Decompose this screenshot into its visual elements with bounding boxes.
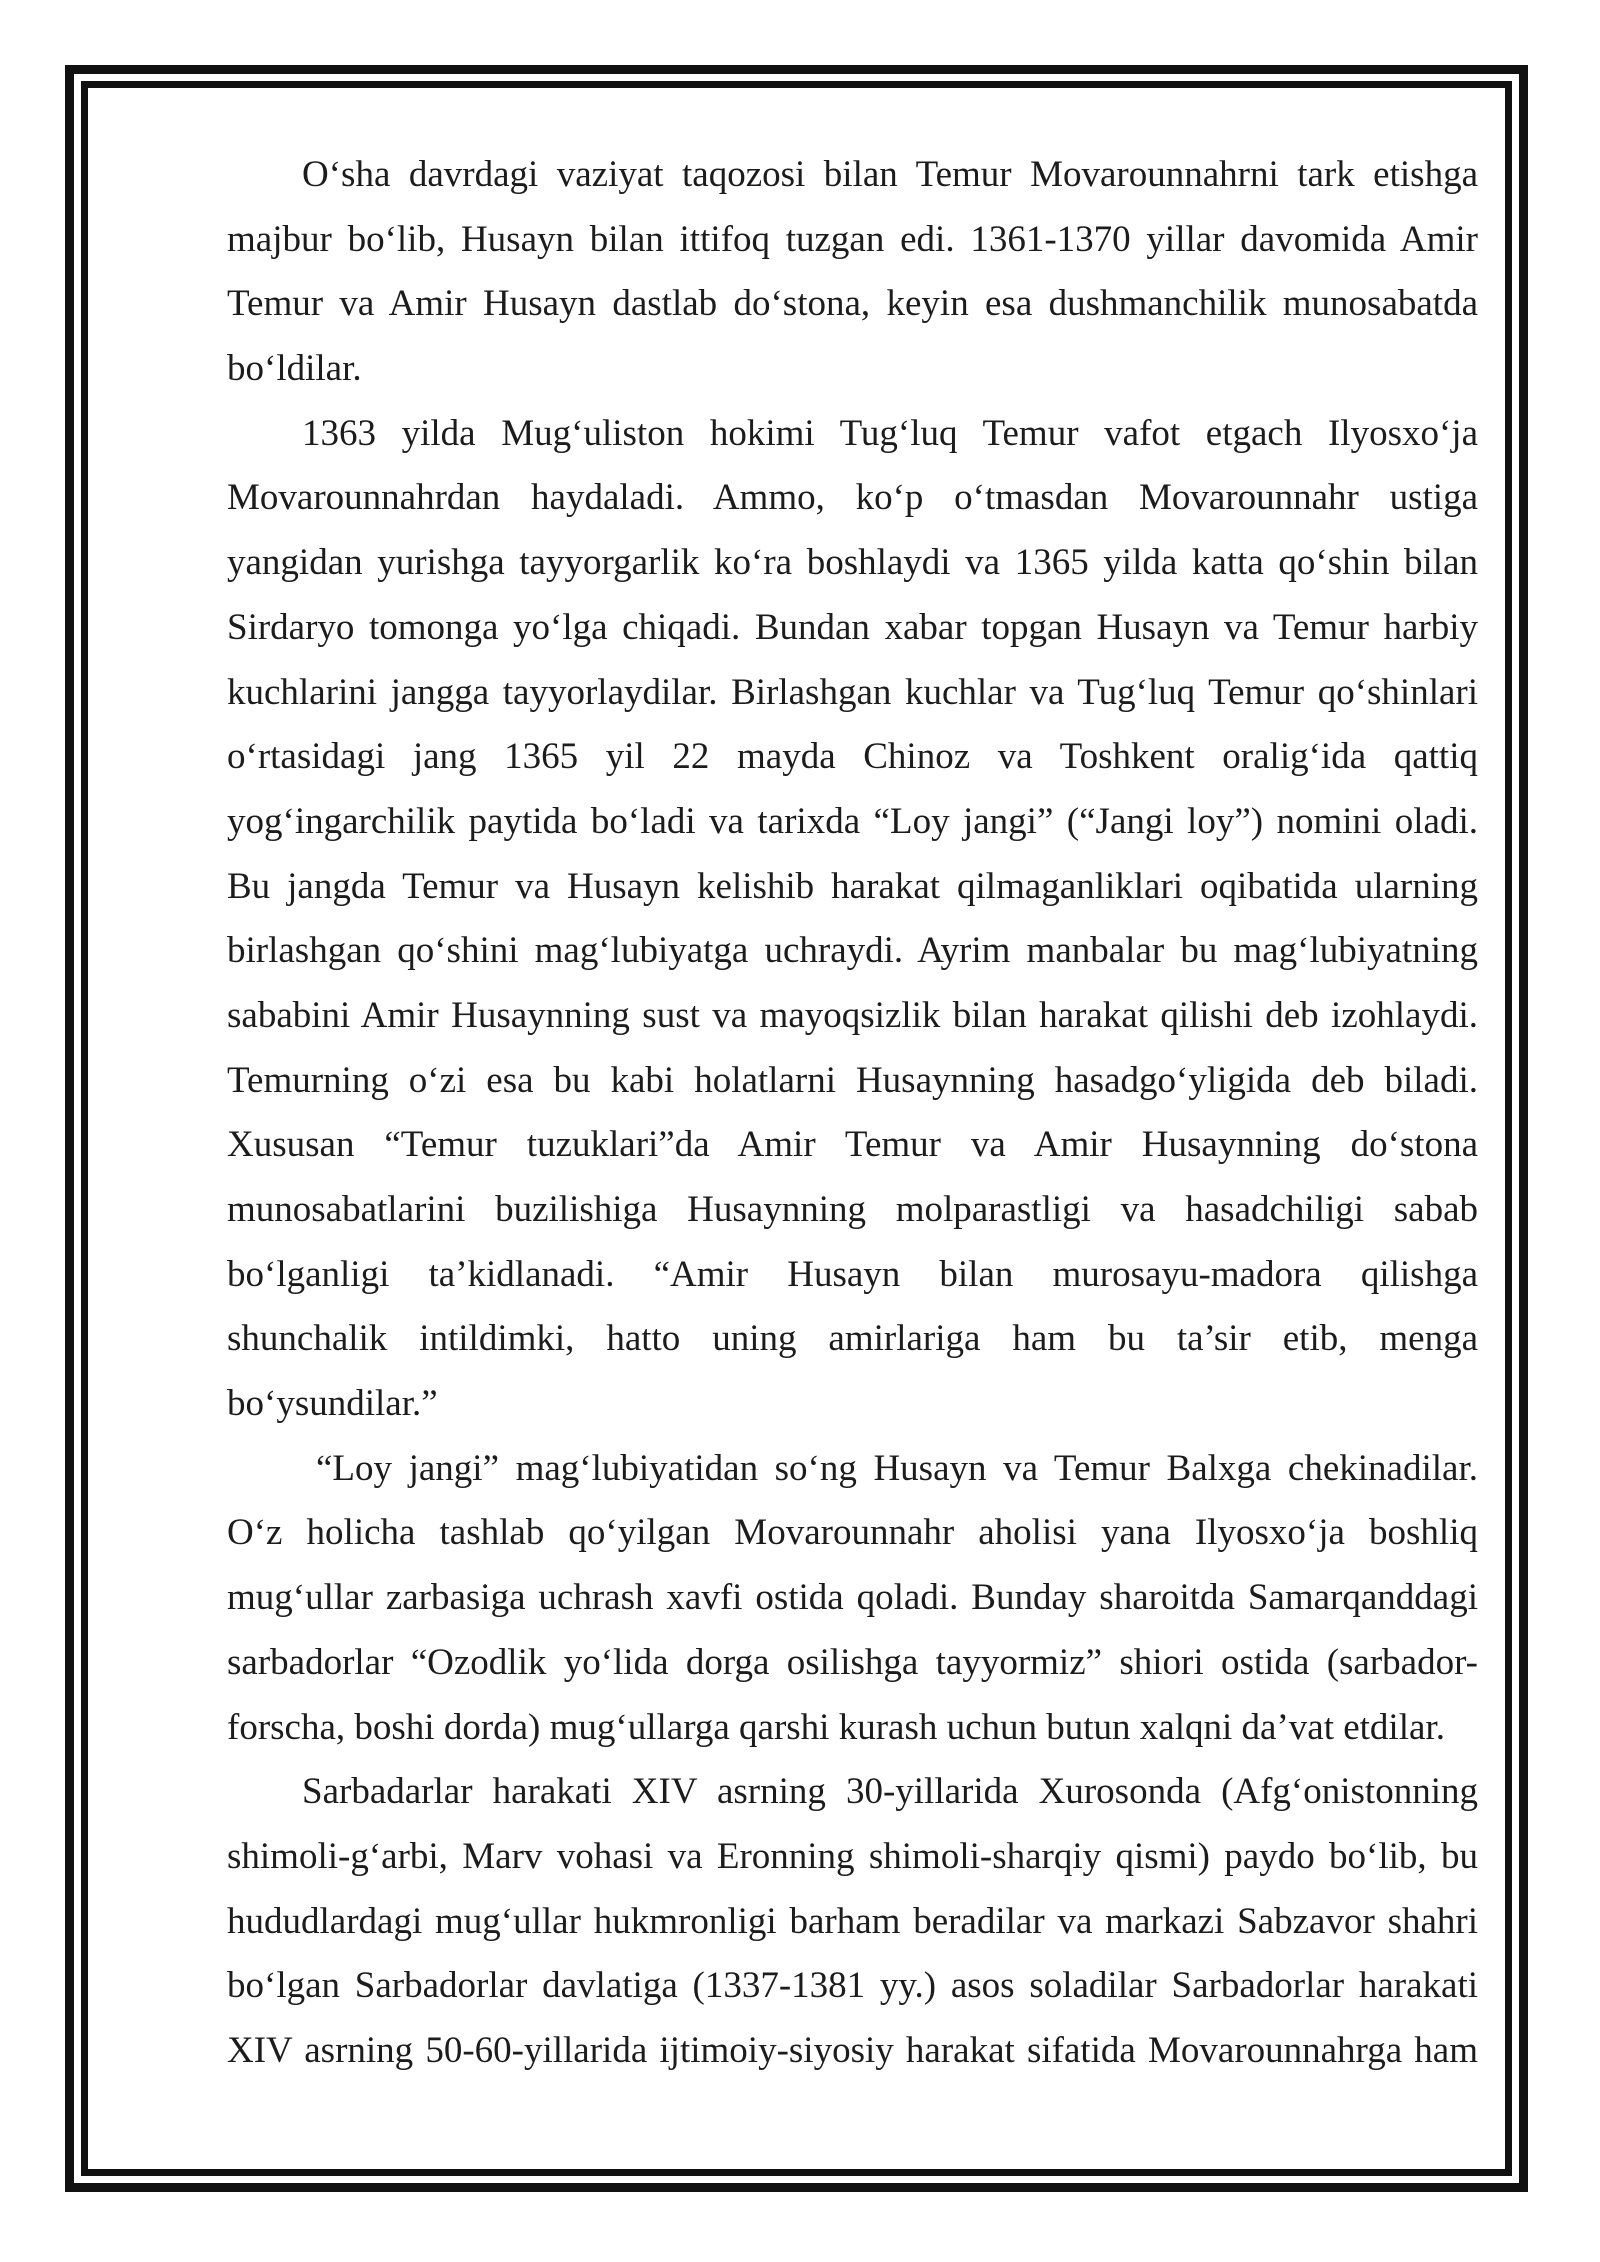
text-line: sarbadorlar “Ozodlik yo‘lida dorga osilishga tayyormiz” shiori ostida (sarbador- bbox=[227, 1641, 1478, 1683]
text-line: Sirdaryo tomonga yo‘lga chiqadi. Bundan xabar topgan Husayn va Temur harbiy bbox=[227, 606, 1478, 648]
text-line: yangidan yurishga tayyorgarlik ko‘ra boshlaydi va 1365 yilda katta qo‘shin bilan bbox=[227, 542, 1478, 584]
text-line: Movarounnahrdan haydaladi. Ammo, ko‘p o‘tmasdan Movarounnahr ustiga bbox=[227, 477, 1478, 519]
paragraph-2 bbox=[227, 402, 1478, 1437]
text-line: shunchalik intildimki, hatto uning amirlariga ham bu ta’sir etib, menga bbox=[227, 1318, 1478, 1360]
text-line: yog‘ingarchilik paytida bo‘ladi va tarixda “Loy jangi” (“Jangi loy”) nomini oladi. bbox=[227, 800, 1478, 842]
text-line: sababini Amir Husaynning sust va mayoqsizlik bilan harakat qilishi deb izohlaydi. bbox=[227, 994, 1478, 1036]
text-line: bo‘lganligi ta’kidlanadi. “Amir Husayn bilan murosayu-madora qilishga bbox=[227, 1253, 1478, 1295]
text-line: Temur va Amir Husayn dastlab do‘stona, keyin esa dushmanchilik munosabatda bbox=[227, 283, 1478, 325]
text-line: Temurning o‘zi esa bu kabi holatlarni Husaynning hasadgo‘yligida deb biladi. bbox=[227, 1059, 1478, 1101]
text-line: bo‘ysundilar.” bbox=[227, 1383, 438, 1425]
text-line: majbur bo‘lib, Husayn bilan ittifoq tuzgan edi. 1361-1370 yillar davomida Amir bbox=[227, 218, 1478, 260]
text-line: mug‘ullar zarbasiga uchrash xavfi ostida qoladi. Bunday sharoitda Samarqanddagi bbox=[227, 1577, 1478, 1619]
text-line: O‘z holicha tashlab qo‘yilgan Movarounnahr aholisi yana Ilyosxo‘ja boshliq bbox=[227, 1512, 1478, 1554]
text-line: O‘sha davrdagi vaziyat taqozosi bilan Temur Movarounnahrni tark etishga bbox=[302, 154, 1478, 195]
text-line: hududlardagi mug‘ullar hukmronligi barham beradilar va markazi Sabzavor shahri bbox=[227, 1900, 1478, 1942]
text-line: 1363 yilda Mug‘uliston hokimi Tug‘luq Temur vafot etgach Ilyosxo‘ja bbox=[302, 412, 1478, 454]
text-line: “Loy jangi” mag‘lubiyatidan so‘ng Husayn va Temur Balxga chekinadilar. bbox=[316, 1447, 1478, 1489]
paragraph-1 bbox=[227, 143, 1478, 402]
paragraph-3 bbox=[227, 1437, 1478, 1760]
text-line: shimoli-g‘arbi, Marv vohasi va Eronning shimoli-sharqiy qismi) paydo bo‘lib, bu bbox=[227, 1835, 1478, 1877]
text-line: Bu jangda Temur va Husayn kelishib harakat qilmaganliklari oqibatida ularning bbox=[227, 865, 1478, 907]
text-line: bo‘ldilar. bbox=[227, 348, 362, 390]
text-line: kuchlarini jangga tayyorlaydilar. Birlashgan kuchlar va Tug‘luq Temur qo‘shinlari bbox=[227, 671, 1478, 713]
text-line: Xususan “Temur tuzuklari”da Amir Temur va Amir Husaynning do‘stona bbox=[227, 1124, 1478, 1166]
text-line: forscha, boshi dorda) mug‘ullarga qarshi kurash uchun butun xalqni da’vat etdilar. bbox=[227, 1706, 1445, 1748]
text-line: Sarbadarlar harakati XIV asrning 30-yillarida Xurosonda (Afg‘onistonning bbox=[302, 1771, 1478, 1813]
text-line: XIV asrning 50-60-yillarida ijtimoiy-siyosiy harakat sifatida Movarounnahrga ham bbox=[227, 2029, 1478, 2071]
document-body bbox=[227, 143, 1478, 2084]
text-line: munosabatlarini buzilishiga Husaynning molparastligi va hasadchiligi sabab bbox=[227, 1189, 1478, 1230]
text-line: bo‘lgan Sarbadorlar davlatiga (1337-1381 yy.) asos soladilar Sarbadorlar harakati bbox=[227, 1965, 1478, 2007]
text-line: birlashgan qo‘shini mag‘lubiyatga uchraydi. Ayrim manbalar bu mag‘lubiyatning bbox=[227, 930, 1478, 972]
text-line: o‘rtasidagi jang 1365 yil 22 mayda Chinoz va Toshkent oralig‘ida qattiq bbox=[227, 736, 1478, 778]
paragraph-4 bbox=[227, 1760, 1478, 2083]
